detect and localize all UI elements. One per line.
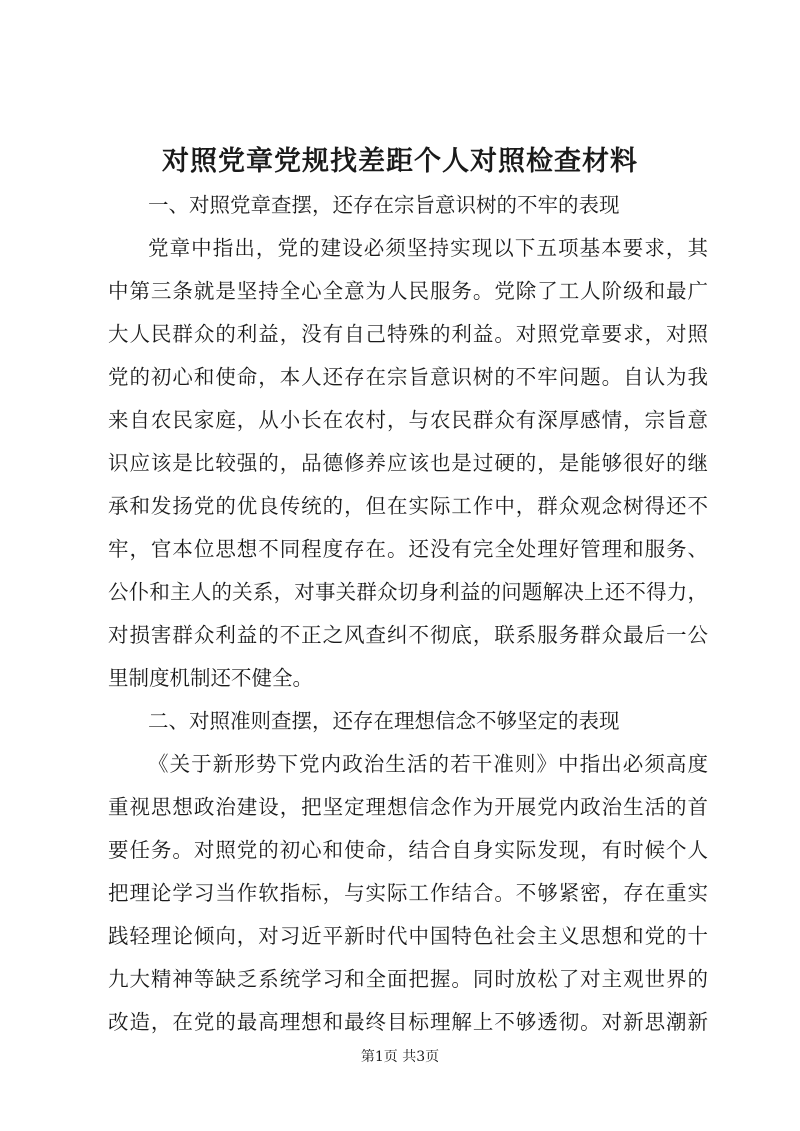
- paragraph-line: 党的初心和使命，本人还存在宗旨意识树的不牢问题。自认为我: [108, 365, 708, 389]
- document-title: 对照党章党规找差距个人对照检查材料: [162, 146, 638, 177]
- paragraph-line: 党章中指出，党的建设必须坚持实现以下五项基本要求，其: [148, 236, 708, 260]
- paragraph-line: 《关于新形势下党内政治生活的若干准则》中指出必须高度: [148, 752, 708, 776]
- paragraph-line: 来自农民家庭，从小长在农村，与农民群众有深厚感情，宗旨意: [108, 408, 708, 432]
- page-footer: 第1页 共3页: [360, 1049, 440, 1065]
- paragraph-line: 改造，在党的最高理想和最终目标理解上不够透彻。对新思潮新: [108, 1010, 708, 1034]
- paragraph-line: 践轻理论倾向，对习近平新时代中国特色社会主义思想和党的十: [108, 924, 708, 948]
- paragraph-line: 重视思想政治建设，把坚定理想信念作为开展党内政治生活的首: [108, 795, 708, 819]
- paragraph-line: 里制度机制还不健全。: [108, 666, 313, 690]
- paragraph-line: 中第三条就是坚持全心全意为人民服务。党除了工人阶级和最广: [108, 279, 708, 303]
- section-heading-2: 二、对照准则查摆，还存在理想信念不够坚定的表现: [148, 709, 620, 733]
- paragraph-line: 识应该是比较强的，品德修养应该也是过硬的，是能够很好的继: [108, 451, 708, 475]
- paragraph-line: 要任务。对照党的初心和使命，结合自身实际发现，有时候个人: [108, 838, 708, 862]
- paragraph-line: 牢，官本位思想不同程度存在。还没有完全处理好管理和服务、: [108, 537, 708, 561]
- section-heading-1: 一、对照党章查摆，还存在宗旨意识树的不牢的表现: [148, 193, 620, 217]
- paragraph-line: 把理论学习当作软指标，与实际工作结合。不够紧密，存在重实: [108, 881, 708, 905]
- paragraph-line: 对损害群众利益的不正之风查纠不彻底，联系服务群众最后一公: [108, 623, 708, 647]
- document-body: [108, 184, 708, 1044]
- paragraph-line: 大人民群众的利益，没有自己特殊的利益。对照党章要求，对照: [108, 322, 708, 346]
- paragraph-line: 九大精神等缺乏系统学习和全面把握。同时放松了对主观世界的: [108, 967, 708, 991]
- paragraph-line: 承和发扬党的优良传统的，但在实际工作中，群众观念树得还不: [108, 494, 708, 518]
- paragraph-line: 公仆和主人的关系，对事关群众切身利益的问题解决上还不得力，: [108, 580, 708, 604]
